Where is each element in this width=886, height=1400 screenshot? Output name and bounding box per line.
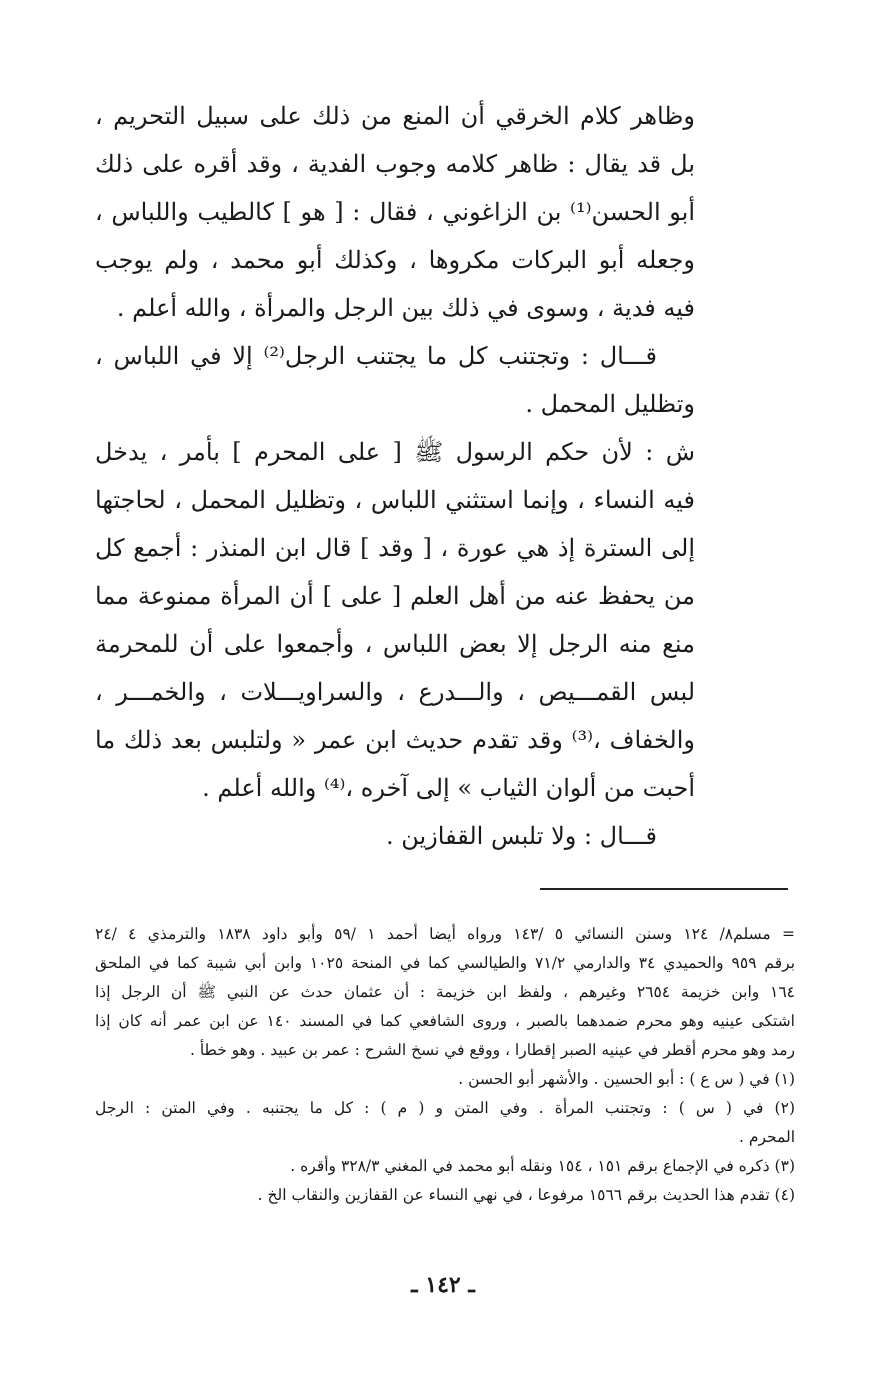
text-line: وظاهر كلام الخرقي أن المنع من ذلك على سبيل التحريم ، [95,102,695,130]
text-line: أبو الحسن⁽¹⁾ بن الزاغوني ، فقال : [ هو ] كالطيب واللباس ، [95,198,695,226]
footnote-line: ١٦٤ وابن خزيمة ٢٦٥٤ وغيرهم ، ولفظ ابن خزيمة : أن عثمان حدث عن النبي ﷺ أن الرجل إذا [95,983,795,1001]
text-line: من يحفظ عنه من أهل العلم [ على ] أن المرأة ممنوعة مما [95,582,695,610]
footnote-line: (٣) ذكره في الإجماع برقم ١٥١ ، ١٥٤ ونقله أبو محمد في المغني ٣٢٨/٣ وأقره . [290,1157,795,1175]
text-line: وجعله أبو البركات مكروها ، وكذلك أبو محمد ، ولم يوجب [95,246,695,274]
text-line: إلى السترة إذ هي عورة ، [ وقد ] قال ابن المنذر : أجمع كل [95,534,695,562]
main-text [95,92,695,860]
footnote-line: رمد وهو محرم أقطر في عينيه الصبر إقطارا ، ووقع في نسخ الشرح : عمر بن عبيد . وهو خطأ . [189,1041,795,1059]
text-line: بل قد يقال : ظاهر كلامه وجوب الفدية ، وقد أقره على ذلك [95,150,695,178]
footnote-divider [540,888,788,890]
text-line: فيه فدية ، وسوى في ذلك بين الرجل والمرأة ، والله أعلم . [116,294,695,322]
footnote-line: المحرم . [739,1128,795,1146]
footnote-line: (٤) تقدم هذا الحديث برقم ١٥٦٦ مرفوعا ، في نهي النساء عن القفازين والنقاب الخ . [257,1186,795,1204]
footnote-line: (٢) في ( س ) : وتجتنب المرأة . وفي المتن و ( م ) : كل ما يجتنبه . وفي المتن : الرجل [95,1099,795,1117]
text-line: قـــال : ولا تلبس القفازين . [385,822,657,850]
footnote-line: برقم ٩٥٩ والحميدي ٣٤ والدارمي ٧١/٢ والطيالسي كما في المنحة ١٠٢٥ وابن أبي شيبة كما في الملحق [95,954,795,972]
page-number: ـ ١٤٢ ـ [411,1272,475,1298]
text-line: منع منه الرجل إلا بعض اللباس ، وأجمعوا على أن للمحرمة [95,630,695,658]
footnote-line: اشتكى عينيه وهو محرم ضمدهما بالصبر ، وروى الشافعي كما في المسند ١٤٠ عن ابن عمر أنه كان إذا [95,1012,795,1030]
footnote-line: (١) في ( س ع ) : أبو الحسين . والأشهر أبو الحسن . [458,1070,795,1088]
text-line: وتظليل المحمل . [525,390,695,418]
footnote-line: = مسلم٨/ ١٢٤ وسنن النسائي ٥ /١٤٣ ورواه أيضا أحمد ١ /٥٩ وأبو داود ١٨٣٨ والترمذي ٤ /٢٤ [95,925,795,943]
text-line: لبس القمـــيص ، والـــدرع ، والسراويـــلات ، والخمـــر ، [95,678,695,706]
text-line: والخفاف ،⁽³⁾ وقد تقدم حديث ابن عمر « ولتلبس بعد ذلك ما [95,726,695,754]
text-line: ش : لأن حكم الرسول ﷺ [ على المحرم ] بأمر ، يدخل [95,438,695,466]
text-line: قـــال : وتجتنب كل ما يجتنب الرجل⁽²⁾ إلا في اللباس ، [95,342,658,370]
text-line: فيه النساء ، وإنما استثني اللباس ، وتظليل المحمل ، لحاجتها [95,486,695,514]
footnotes [95,920,795,1210]
text-line: أحبت من ألوان الثياب » إلى آخره ،⁽⁴⁾ والله أعلم . [202,774,695,802]
